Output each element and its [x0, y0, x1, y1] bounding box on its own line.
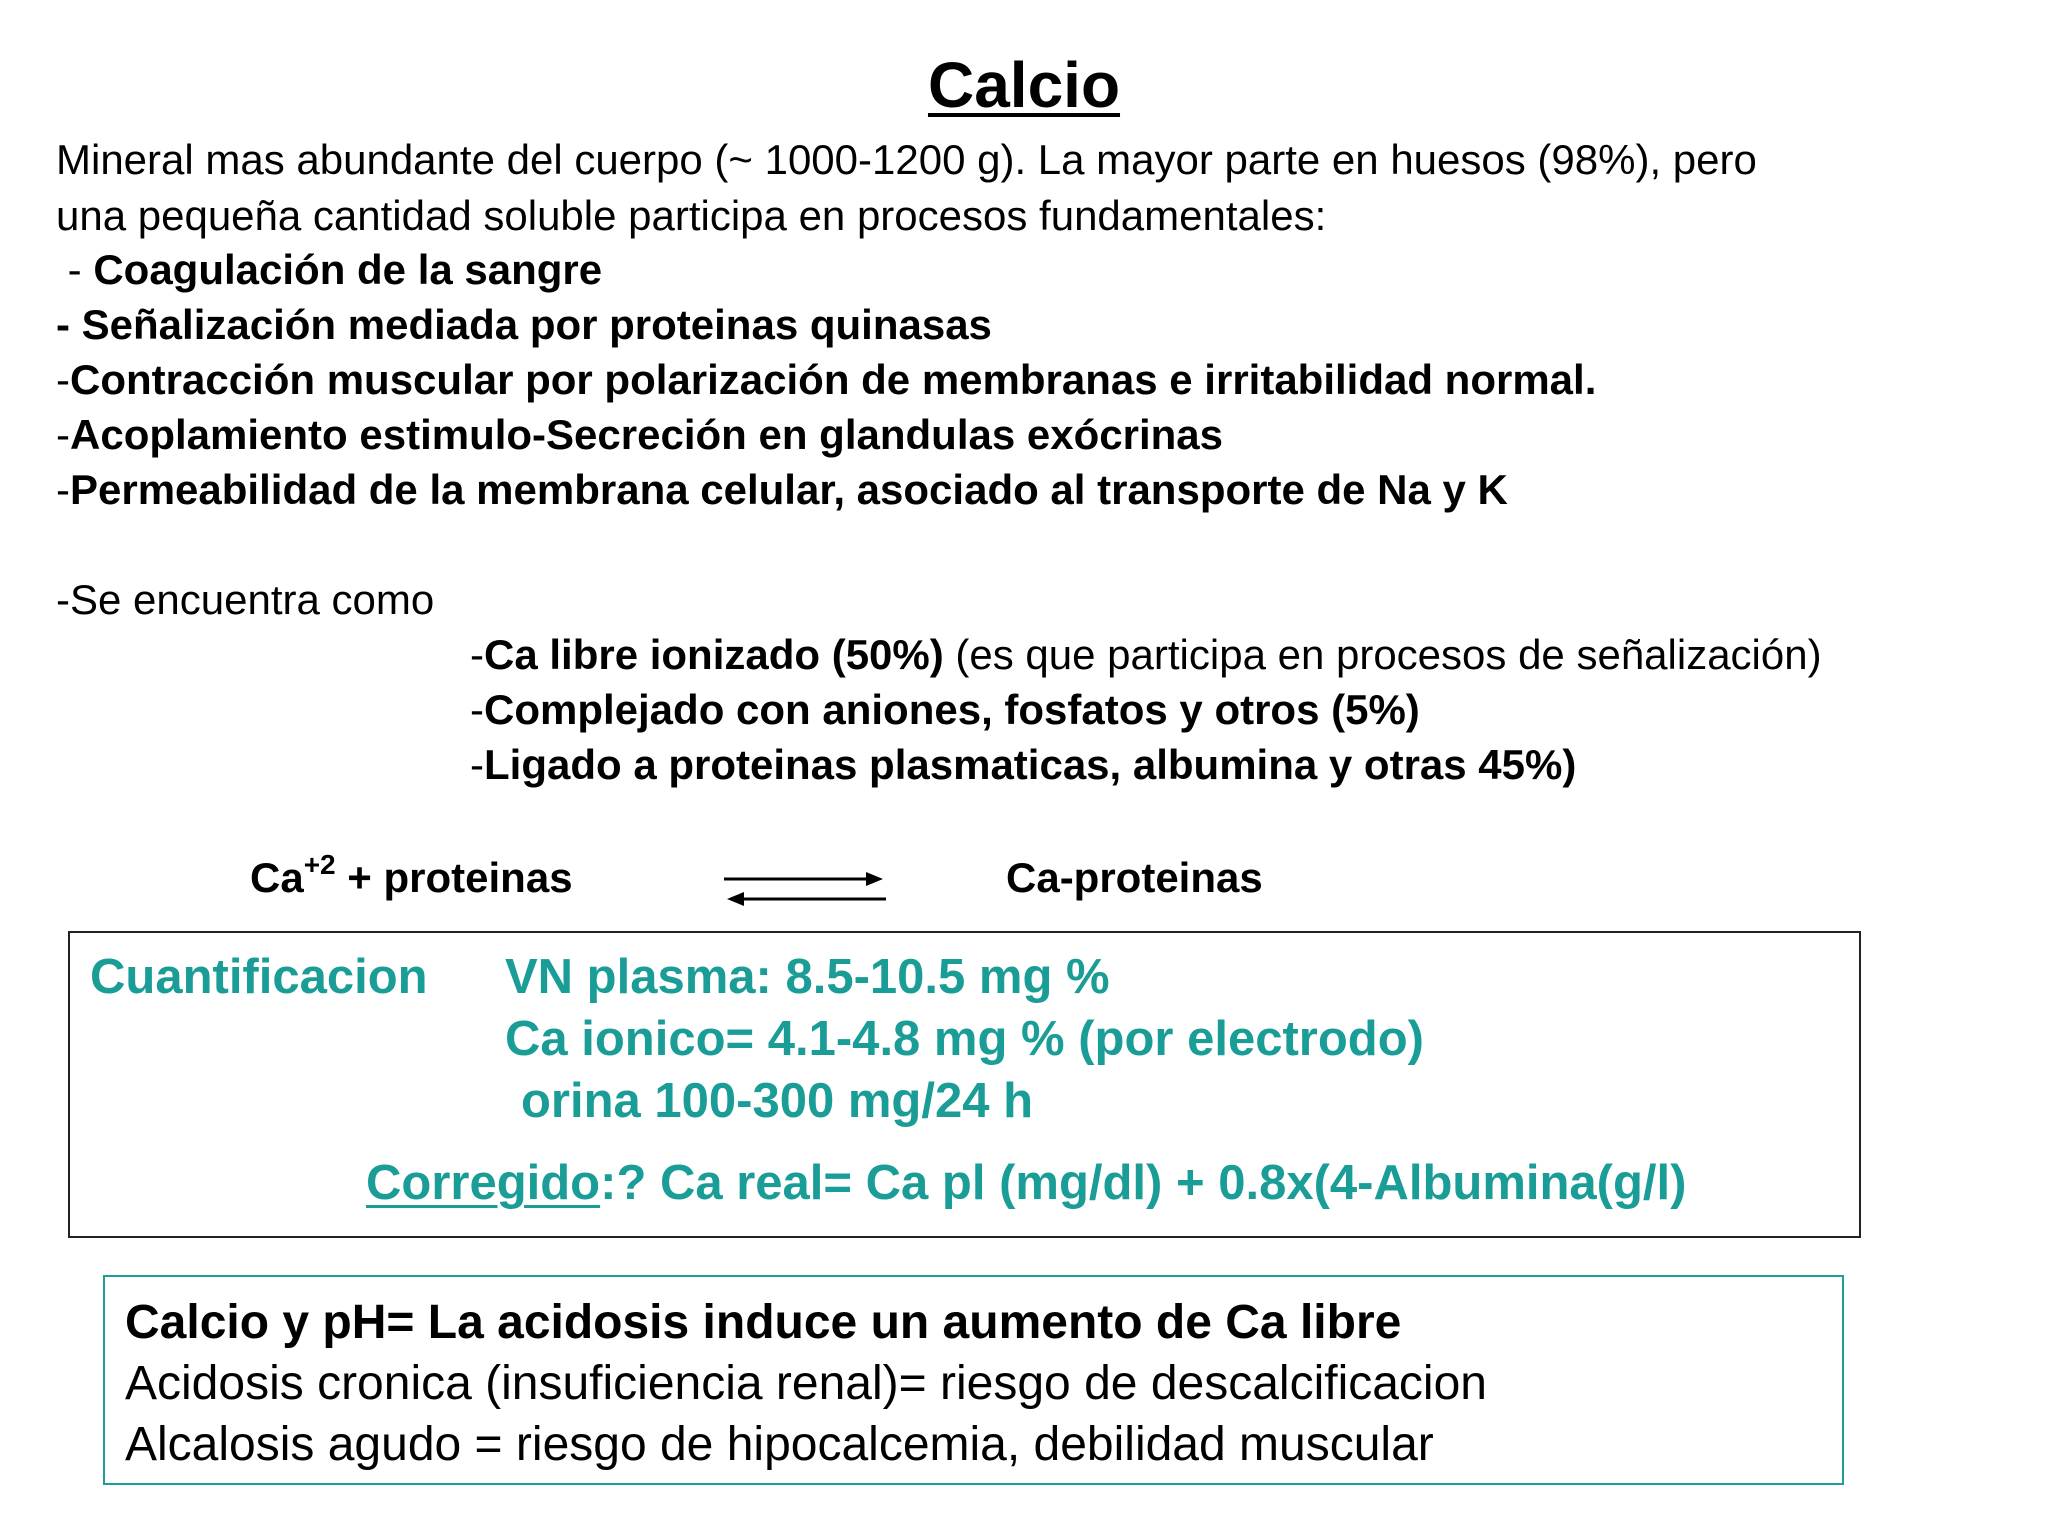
intro-line-2: una pequeña cantidad soluble participa en procesos fundamentales: [56, 192, 1327, 239]
intro-line-1: Mineral mas abundante del cuerpo (~ 1000-1200 g). La mayor parte en huesos (98%), pero [56, 136, 1757, 183]
process-item [56, 242, 602, 298]
process-prefix: - [56, 356, 70, 403]
corrected-label: Corregido [366, 1156, 601, 1210]
process-prefix: - [56, 411, 70, 458]
form-bold: Ligado a proteinas plasmaticas, albumina y otras 45%) [484, 741, 1577, 788]
equation-left-rest: + proteinas [335, 854, 573, 901]
form-bold: Ca libre ionizado (50%) [484, 631, 944, 678]
process-prefix: - [56, 246, 94, 293]
process-text: Contracción muscular por polarización de membranas e irritabilidad normal. [70, 356, 1597, 403]
process-item [56, 297, 992, 353]
vn-plasma: VN plasma: 8.5-10.5 mg % [505, 950, 1110, 1004]
process-item [56, 352, 1596, 408]
orina: orina 100-300 mg/24 h [521, 1074, 1034, 1128]
corrected-expression: :? Ca real= Ca pl (mg/dl) + 0.8x(4-Albumina(g/l) [600, 1156, 1687, 1210]
forms-intro: -Se encuentra como [56, 576, 435, 623]
ph-heading: Calcio y pH= La acidosis induce un aumento de Ca libre [125, 1296, 1402, 1349]
ca-ionico: Ca ionico= 4.1-4.8 mg % (por electrodo) [505, 1012, 1424, 1066]
corrected-formula [366, 1152, 1686, 1214]
form-prefix: - [470, 631, 484, 678]
form-item [470, 682, 1420, 738]
equation-left-base: Ca [250, 854, 304, 901]
form-item [470, 627, 1822, 683]
equation-left [250, 850, 573, 906]
process-prefix: - [56, 466, 70, 513]
equation-left-sup: +2 [303, 849, 336, 880]
page-title: Calcio [927, 49, 1121, 121]
form-bold: Complejado con aniones, fosfatos y otros (5%) [484, 686, 1420, 733]
process-text: Permeabilidad de la membrana celular, asociado al transporte de Na y K [70, 466, 1508, 513]
process-text: Coagulación de la sangre [93, 246, 603, 293]
form-item [470, 737, 1576, 793]
form-prefix: - [470, 686, 484, 733]
process-text: - Señalización mediada por proteinas quinasas [56, 301, 992, 348]
form-prefix: - [470, 741, 484, 788]
form-rest: (es que participa en procesos de señalización) [943, 631, 1822, 678]
equilibrium-arrow-icon [720, 868, 890, 908]
quantification-label: Cuantificacion [90, 950, 428, 1004]
process-item [56, 462, 1508, 518]
process-text: Acoplamiento estimulo-Secreción en glandulas exócrinas [70, 411, 1223, 458]
ph-line-1: Acidosis cronica (insuficiencia renal)= riesgo de descalcificacion [125, 1357, 1487, 1410]
equation-right: Ca-proteinas [1006, 854, 1263, 901]
ph-line-2: Alcalosis agudo = riesgo de hipocalcemia, debilidad muscular [125, 1418, 1434, 1471]
process-item [56, 407, 1223, 463]
